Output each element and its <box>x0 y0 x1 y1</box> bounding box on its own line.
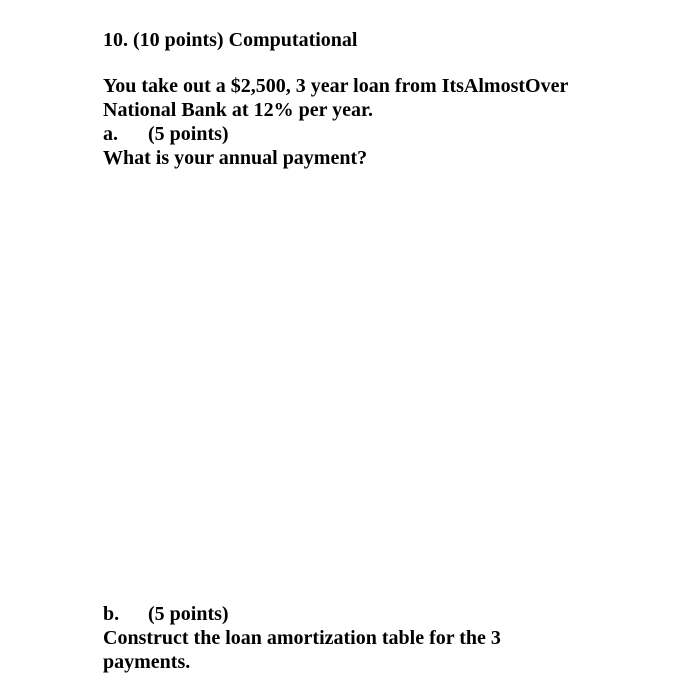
part-b-text-line-2: payments. <box>103 651 191 673</box>
part-a-label: a. <box>103 123 118 145</box>
part-a-points: (5 points) <box>148 123 229 145</box>
part-b-points: (5 points) <box>148 603 229 625</box>
part-b-header <box>103 602 229 626</box>
part-b-text-line-1: Construct the loan amortization table for the 3 <box>103 627 501 649</box>
part-a-text: What is your annual payment? <box>103 147 368 169</box>
prompt-line-2: National Bank at 12% per year. <box>103 99 374 121</box>
prompt-line-1: You take out a $2,500, 3 year loan from ItsAlmostOver <box>103 75 569 97</box>
question-title: 10. (10 points) Computational <box>103 29 358 51</box>
part-a-header <box>103 122 229 146</box>
part-b-label: b. <box>103 603 120 625</box>
